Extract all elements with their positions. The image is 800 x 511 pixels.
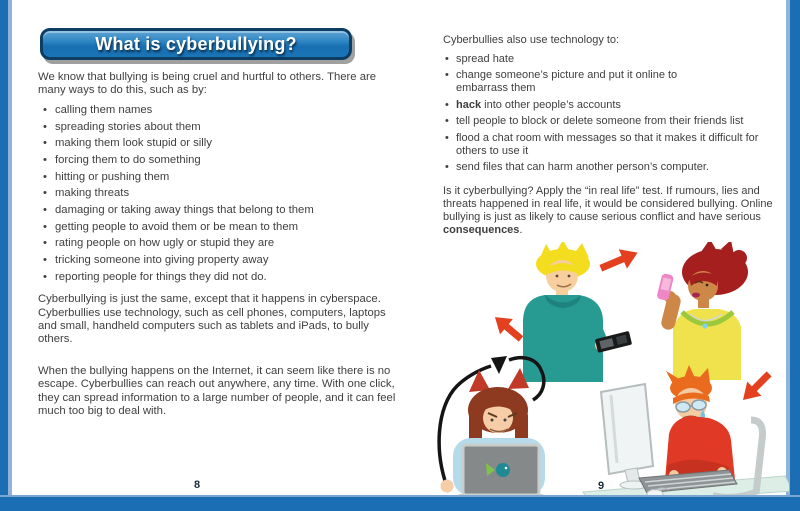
list-item-text: into other people’s accounts — [481, 98, 621, 111]
title-banner — [40, 28, 352, 60]
list-item: • hitting or pushing them — [38, 171, 402, 184]
paragraph-text: . — [519, 223, 523, 236]
list-item: • making them look stupid or silly — [38, 137, 402, 150]
bottom-edge-strip — [0, 495, 800, 511]
list-item — [443, 99, 784, 112]
list-item: • getting people to avoid them or be mean to them — [38, 221, 402, 234]
list-item: • spread hate — [443, 53, 784, 66]
technology-uses-list — [443, 53, 784, 174]
list-item: • tricking someone into giving property away — [38, 254, 402, 267]
list-item: • change someone’s picture and put it online to embarrass them — [443, 69, 694, 95]
no-escape-paragraph: When the bullying happens on the Internet, it can seem like there is no escape. Cyberbullies can reach out anywhere, any time. With one click, they can spread information to a large number of people, and it can feel much too big to deal with. — [38, 364, 396, 418]
list-item: • rating people on how ugly or stupid they are — [38, 237, 402, 250]
red-arrow-up-left-icon — [489, 309, 528, 346]
list-item: • reporting people for things they did not do. — [38, 271, 402, 284]
right-intro-paragraph: Cyberbullies also use technology to: — [443, 34, 620, 46]
bold-word: hack — [456, 98, 482, 111]
in-real-life-test-paragraph — [443, 185, 784, 237]
list-item: • tell people to block or delete someone from their friends list — [443, 115, 784, 128]
page-number-right: 9 — [598, 480, 605, 492]
list-item: • forcing them to do something — [38, 154, 402, 167]
list-item: • flood a chat room with messages so that it makes it difficult for others to use it — [443, 132, 784, 158]
red-arrow-up-right-icon — [597, 243, 642, 278]
list-item: • send files that can harm another person’s computer. — [443, 161, 784, 174]
cyberbullying-definition-paragraph: Cyberbullying is just the same, except that it happens in cyberspace. Cyberbullies use technology, such as cell phones, computers, laptops and small, handheld computers such as tablets and iPads, to bully others. — [38, 293, 386, 346]
red-arrow-down-left-icon — [736, 367, 776, 407]
page-number-left: 8 — [194, 479, 201, 491]
girl-with-pink-phone-figure — [656, 242, 748, 380]
cyberbullying-illustration — [433, 242, 789, 498]
list-item: • making threats — [38, 187, 402, 200]
page-left — [38, 28, 402, 419]
list-item: • calling them names — [38, 104, 402, 117]
page-title: What is cyberbullying? — [95, 33, 297, 54]
left-intro-paragraph: We know that bullying is being cruel and hurtful to others. There are many ways to do this, such as by: — [38, 71, 377, 97]
bold-word: consequences — [443, 223, 520, 236]
bullying-ways-list — [38, 104, 402, 284]
left-edge-strip — [0, 0, 12, 511]
page-right — [443, 34, 784, 237]
list-item: • damaging or taking away things that belong to them — [38, 204, 402, 217]
list-item: • spreading stories about them — [38, 121, 402, 134]
paragraph-text: Is it cyberbullying? Apply the “in real life” test. If rumours, lies and threats happened in real life, it would be considered bullying. Online bullying is just as likely to cause serious conflict and have serious — [443, 184, 773, 223]
